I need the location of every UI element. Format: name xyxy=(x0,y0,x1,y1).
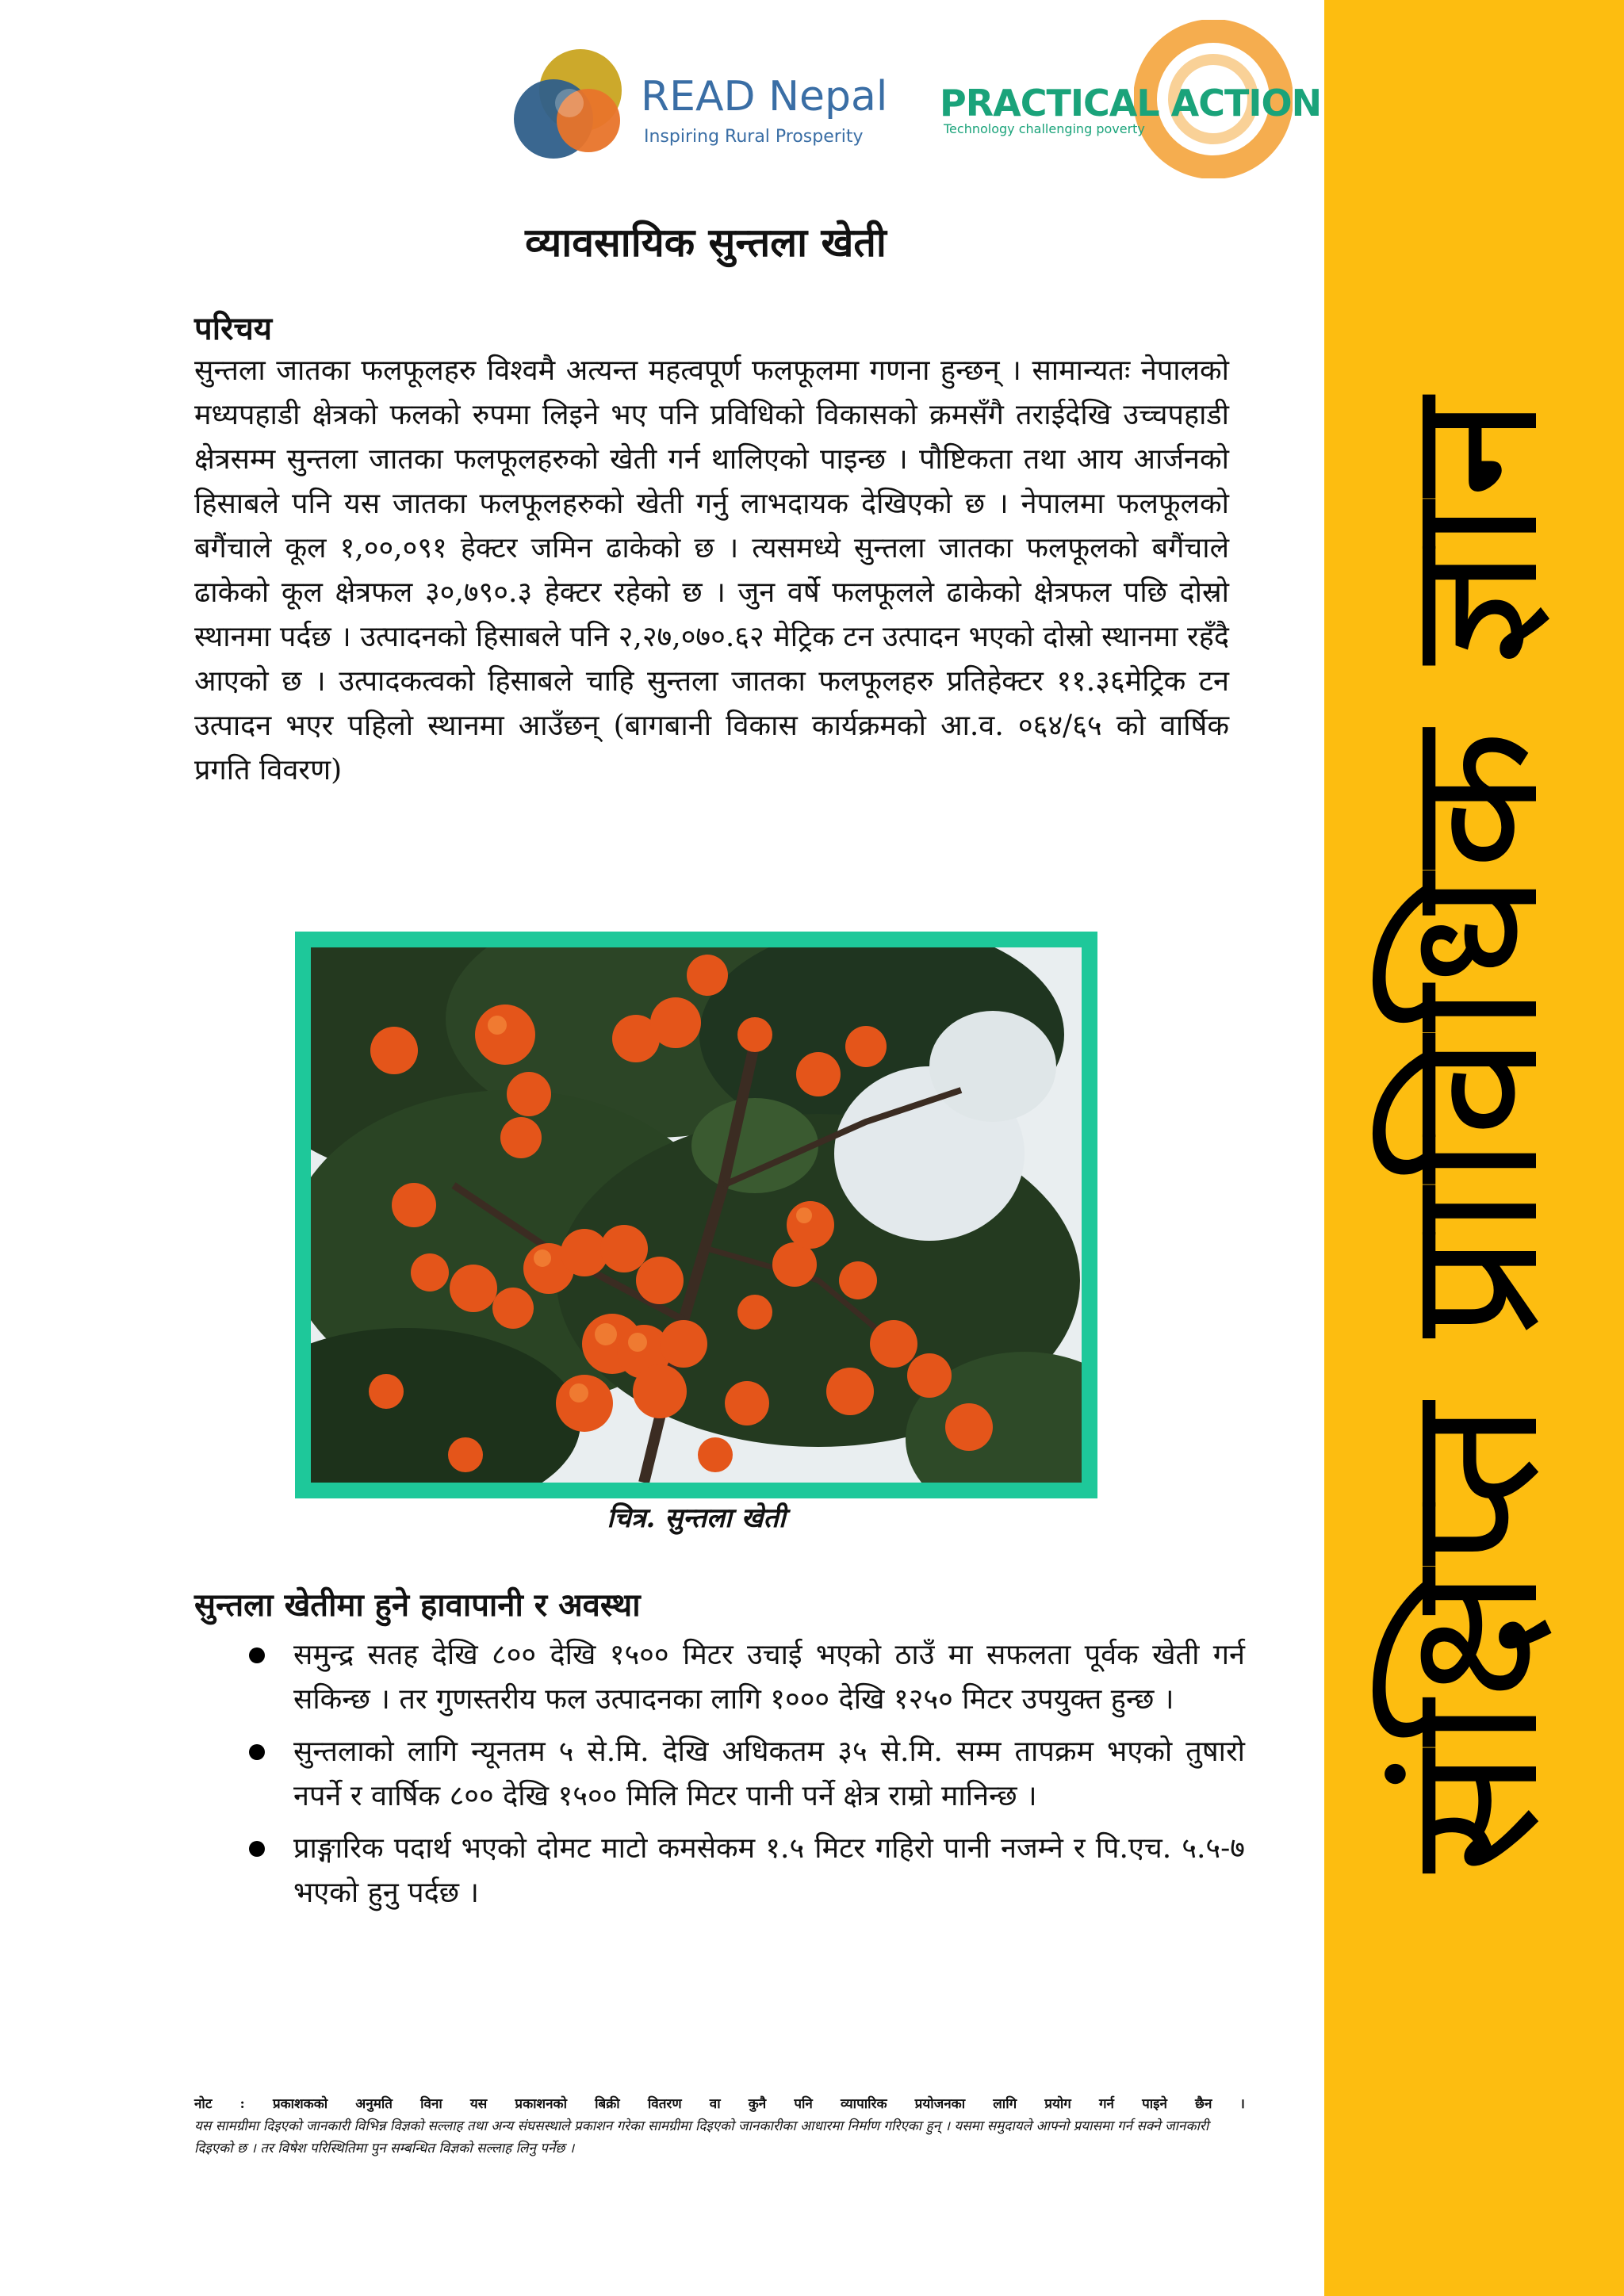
list-item xyxy=(238,1633,1245,1722)
list-item xyxy=(238,1827,1245,1915)
climate-heading: सुन्तला खेतीमा हुने हावापानी र अवस्था xyxy=(194,1586,641,1624)
photo-caption: चित्र. सुन्तला खेती xyxy=(607,1502,786,1534)
note-line-2: यस सामग्रीमा दिइएको जानकारी विभिन्न विज्ञको सल्लाह तथा अन्य संघसस्थाले प्रकाशन गरेका सामग्रीमा दिइएको जानकारीका आधारमा निर्माण गरिएका हुन् । यसमा समुदायले आफ्नो प्रयासमा गर्न सक्ने जानकारी दिइएको छ । तर विषेश परिस्थितिमा पुन सम्बन्धित विज्ञको सल्लाह लिनु पर्नेछ । xyxy=(194,2118,1209,2156)
read-nepal-logo xyxy=(508,41,888,160)
list-item-text: प्राङ्गारिक पदार्थ भएको दोमट माटो कमसेकम १.५ मिटर गहिरो पानी नजम्ने र पि.एच. ५.५-७ भएको हुनु पर्दछ । xyxy=(293,1832,1245,1909)
list-item-text: समुन्द्र सतह देखि ८०० देखि १५०० मिटर उचाई भएको ठाउँ मा सफलता पूर्वक खेती गर्न सकिन्छ । तर गुणस्तरीय फल उत्पादनका लागि १००० देखि १२५० मिटर उपयुक्त हुन्छ । xyxy=(293,1639,1245,1716)
orange-tree-illustration xyxy=(311,947,1082,1483)
read-nepal-tagline: Inspiring Rural Prosperity xyxy=(644,127,864,147)
intro-heading: परिचय xyxy=(194,310,273,347)
intro-paragraph: सुन्तला जातका फलफूलहरु विश्वमै अत्यन्त महत्वपूर्ण फलफूलमा गणना हुन्छन् । सामान्यतः नेपालको मध्यपहाडी क्षेत्रको फलको रुपमा लिइने भए पनि प्रविधिको विकासको क्रमसँगै तराईदेखि उच्चपहाडी क्षेत्रसम्म सुन्तला जातका फलफूलहरुको खेती गर्न थालिएको पाइन्छ । पौष्टिकता तथा आय आर्जनको हिसाबले पनि यस जातका फलफूलहरुको खेती गर्नु लाभदायक देखिएको छ । नेपालमा फलफूलको बगैंचाले कूल १,००,०९१ हेक्टर जमिन ढाकेको छ । त्यसमध्ये सुन्तला जातका फलफूलको बगैंचाले ढाकेको कूल क्षेत्रफल ३०,७९०.३ हेक्टर रहेको छ । जुन वर्षे फलफूलले ढाकेको क्षेत्रफल पछि दोस्रो स्थानमा पर्दछ । उत्पादनको हिसाबले पनि २,२७,०७०.६२ मेट्रिक टन उत्पादन भएको दोस्रो स्थानमा रहँदै आएको छ । उत्पादकत्वको हिसाबले चाहि सुन्तला जातका फलफूलहरु प्रतिहेक्टर ११.३६मेट्रिक टन उत्पादन भएर पहिलो स्थानमा आउँछन् (बागबानी विकास कार्यक्रमको आ.व. ०६४/६५ को वार्षिक प्रगति विवरण) xyxy=(194,354,1229,786)
bullet-dot-icon xyxy=(249,1841,265,1857)
practical-action-logo xyxy=(936,20,1322,178)
climate-bullet-list xyxy=(238,1633,1245,1923)
sidebar-title: संक्षिप्त प्राविधिक ज्ञान xyxy=(1368,393,1580,1874)
bullet-dot-icon xyxy=(249,1744,265,1760)
footer-note xyxy=(194,2093,1245,2160)
read-nepal-name: READ Nepal xyxy=(641,73,888,121)
read-nepal-emblem-icon xyxy=(508,41,634,160)
list-item xyxy=(238,1730,1245,1819)
note-line-1: नोट : प्रकाशकको अनुमति विना यस प्रकाशनको बिक्री वितरण वा कुनै पनि व्यापारिक प्रयोजनका लागि प्रयोग गर्न पाइने छैन । xyxy=(194,2096,1245,2112)
page-title: व्यावसायिक सुन्तला खेती xyxy=(525,219,887,266)
practical-action-name: PRACTICAL ACTION xyxy=(940,82,1322,124)
practical-action-tagline: Technology challenging poverty xyxy=(944,121,1145,136)
list-item-text: सुन्तलाको लागि न्यूनतम ५ से.मि. देखि अधिकतम ३५ से.मि. सम्म तापक्रम भएको तुषारो नपर्ने र वार्षिक ८०० देखि १५०० मिलि मिटर पानी पर्ने क्षेत्र राम्रो मानिन्छ । xyxy=(293,1735,1245,1812)
orange-tree-photo xyxy=(295,932,1097,1498)
bullet-dot-icon xyxy=(249,1647,265,1663)
